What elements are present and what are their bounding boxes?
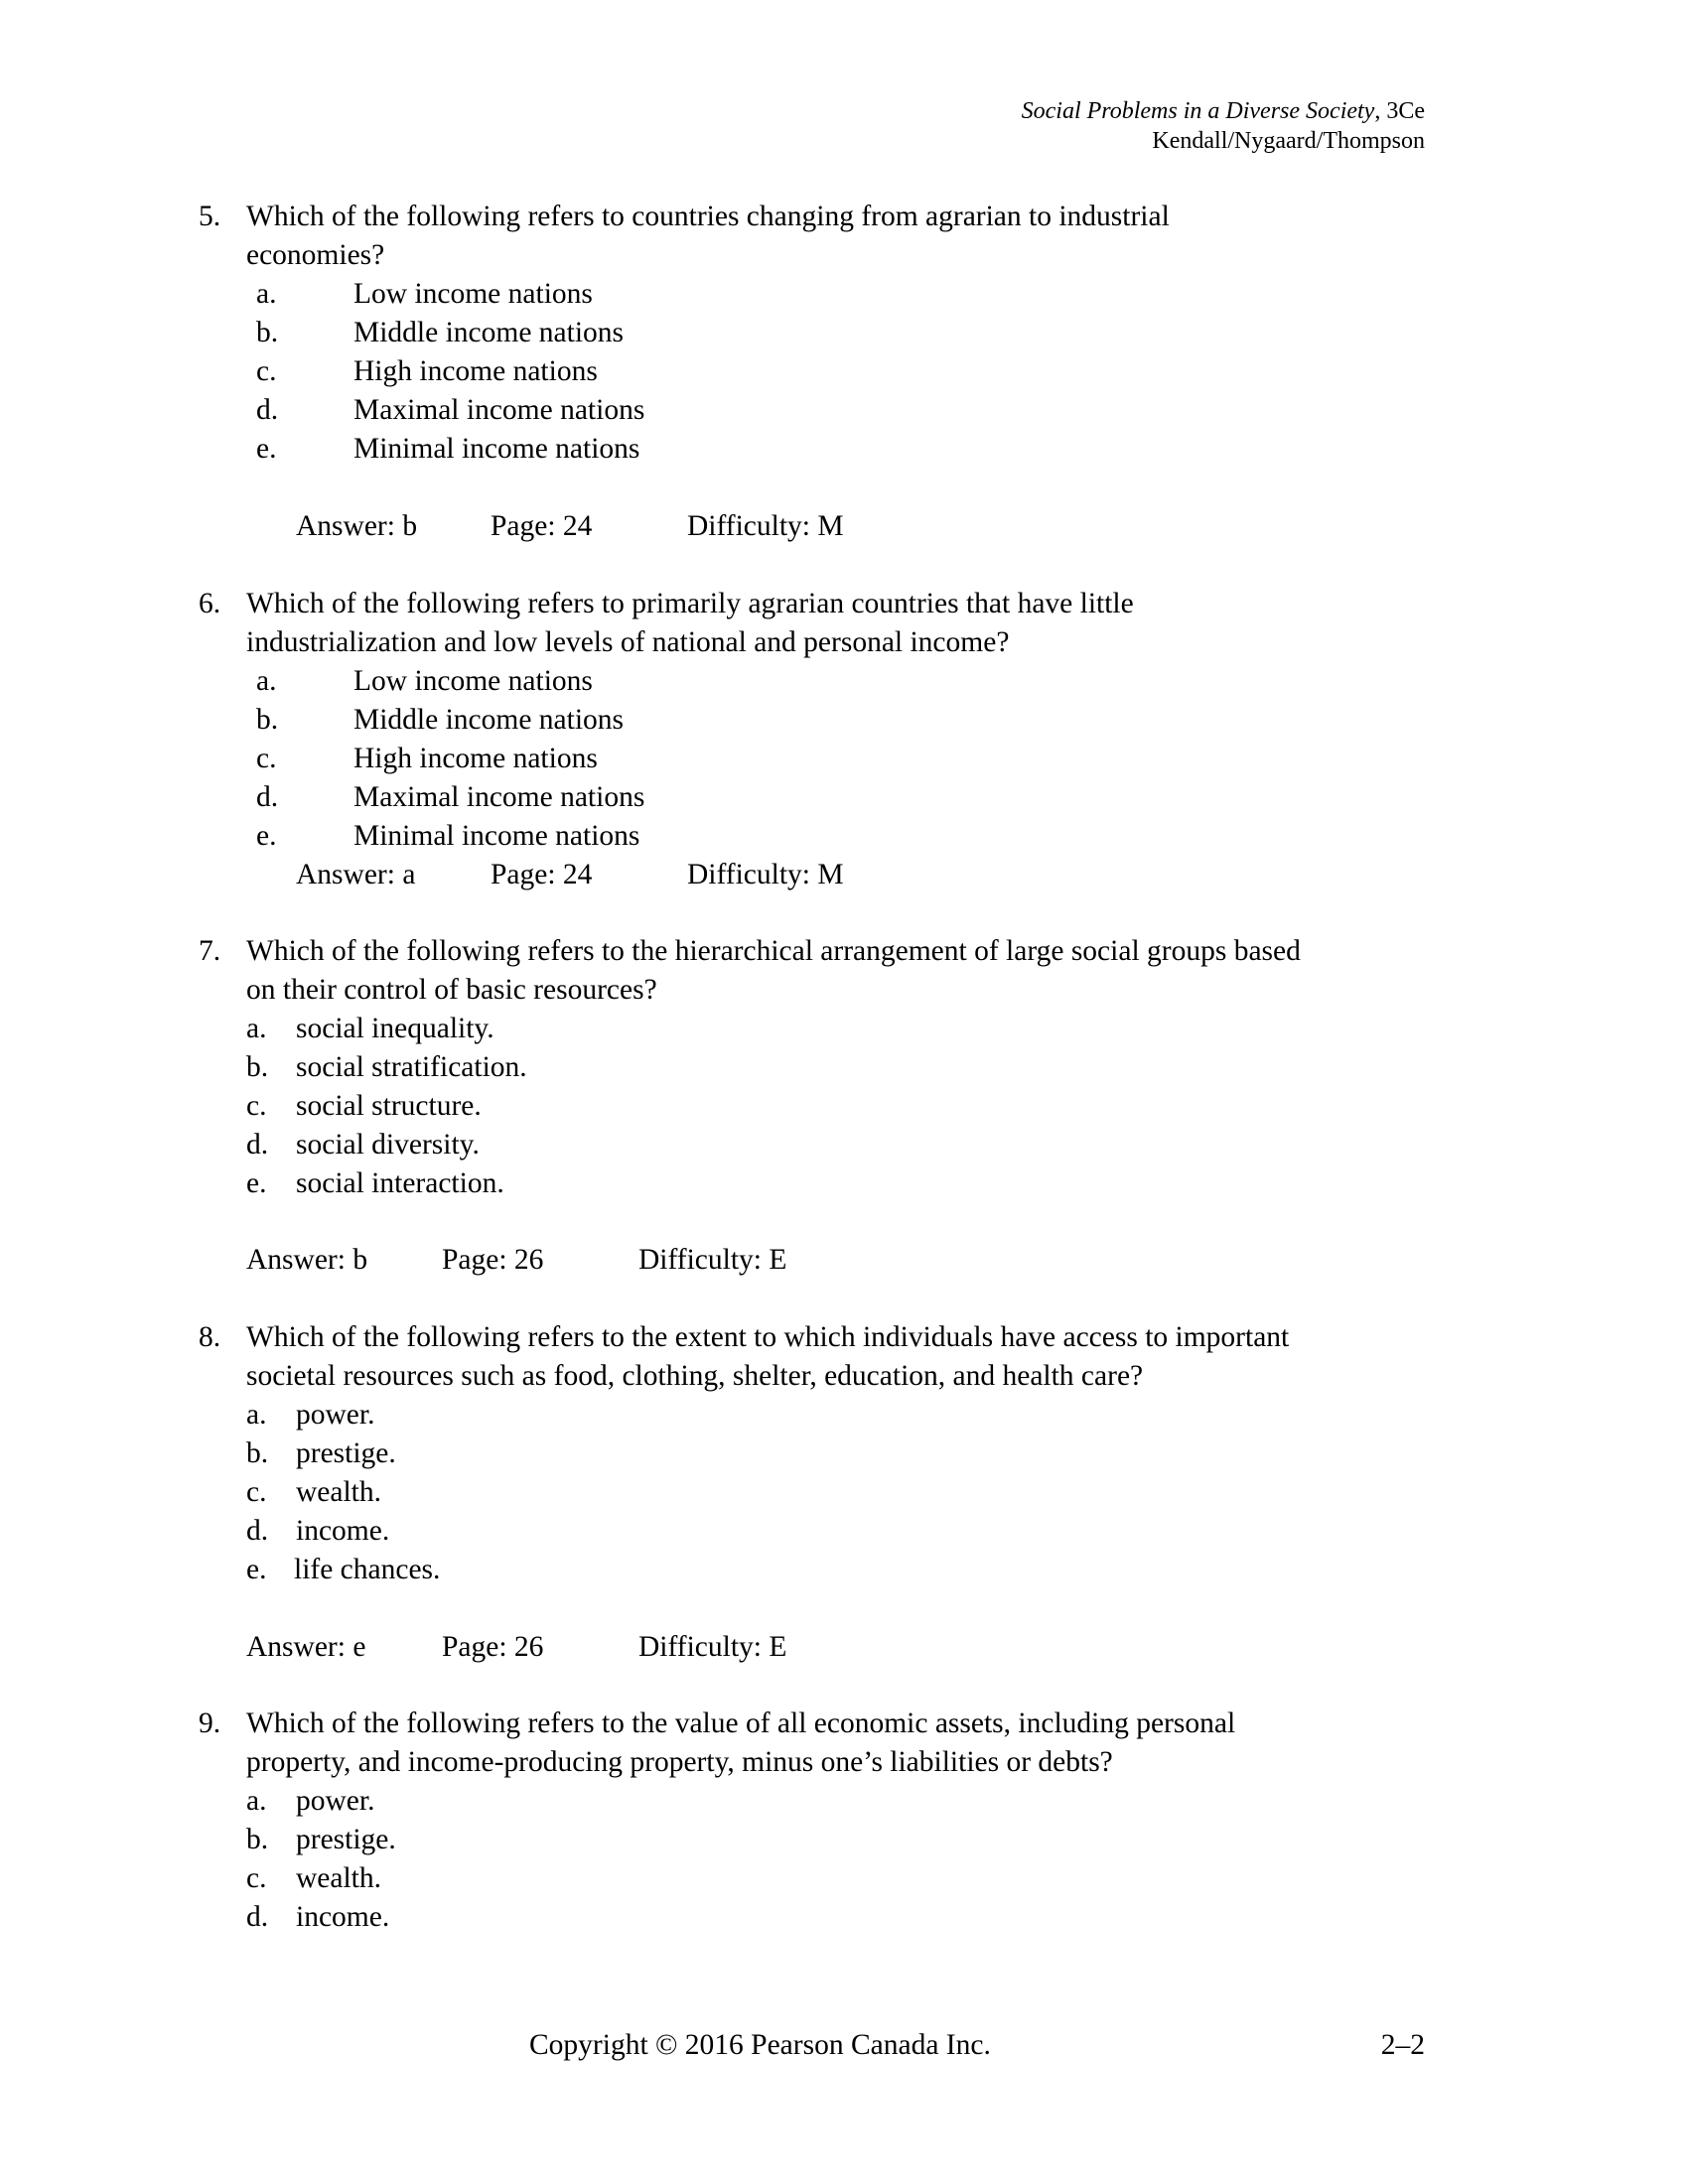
option-letter: a.	[256, 665, 277, 697]
option-text: Middle income nations	[353, 704, 625, 736]
option-letter: b.	[246, 1051, 269, 1083]
option-letter: e.	[246, 1167, 267, 1199]
option-text: power.	[296, 1785, 375, 1817]
option-text: wealth.	[296, 1862, 382, 1894]
option-letter: d.	[246, 1129, 269, 1160]
option-letter: e.	[256, 433, 277, 465]
option-text: Minimal income nations	[353, 433, 640, 465]
option-letter: c.	[246, 1862, 267, 1894]
option-letter: b.	[246, 1824, 269, 1855]
option-text: power.	[296, 1399, 375, 1431]
page-label: Page: 26	[442, 1631, 544, 1663]
option-text: High income nations	[353, 355, 598, 387]
option-letter: b.	[246, 1437, 269, 1469]
option-text: income.	[296, 1901, 390, 1933]
answer-label: Answer: e	[246, 1631, 366, 1663]
option-letter: e.	[256, 820, 277, 852]
option-text: Low income nations	[353, 278, 593, 310]
question-text-line: societal resources such as food, clothing, shelter, education, and health care?	[246, 1360, 1144, 1392]
option-text: Middle income nations	[353, 317, 625, 348]
option-letter: d.	[256, 781, 279, 813]
answer-label: Answer: b	[296, 510, 418, 542]
option-text: High income nations	[353, 743, 598, 774]
option-letter: a.	[246, 1013, 267, 1044]
option-letter: d.	[256, 394, 279, 426]
question-text-line: Which of the following refers to the value of all economic assets, including personal	[246, 1707, 1236, 1739]
option-text: prestige.	[296, 1824, 396, 1855]
option-text: social inequality.	[296, 1013, 494, 1044]
question-number: 5.	[199, 201, 221, 232]
option-letter: c.	[256, 743, 277, 774]
option-letter: d.	[246, 1515, 269, 1547]
answer-label: Answer: a	[296, 859, 416, 890]
book-title: Social Problems in a Diverse Society	[1021, 98, 1375, 124]
page-number: 2–2	[1380, 2029, 1425, 2061]
option-letter: a.	[246, 1399, 267, 1431]
question-text-line: Which of the following refers to the hierarchical arrangement of large social groups based	[246, 935, 1301, 967]
page-label: Page: 24	[491, 510, 593, 542]
option-letter: a.	[256, 278, 277, 310]
difficulty-label: Difficulty: M	[687, 859, 844, 890]
option-text: life chances.	[294, 1554, 441, 1585]
page-label: Page: 24	[491, 859, 593, 890]
question-text-line: on their control of basic resources?	[246, 974, 657, 1006]
option-letter: c.	[246, 1090, 267, 1122]
option-text: Maximal income nations	[353, 394, 645, 426]
option-text: social structure.	[296, 1090, 482, 1122]
answer-label: Answer: b	[246, 1244, 368, 1276]
difficulty-label: Difficulty: E	[638, 1244, 787, 1276]
option-letter: e.	[246, 1554, 267, 1585]
edition: , 3Ce	[1374, 98, 1425, 124]
question-number: 6.	[199, 588, 221, 619]
option-letter: c.	[256, 355, 277, 387]
option-text: Minimal income nations	[353, 820, 640, 852]
option-text: social diversity.	[296, 1129, 480, 1160]
option-letter: d.	[246, 1901, 269, 1933]
option-text: social interaction.	[296, 1167, 504, 1199]
difficulty-label: Difficulty: M	[687, 510, 844, 542]
question-text-line: Which of the following refers to countries changing from agrarian to industrial	[246, 201, 1170, 232]
option-text: prestige.	[296, 1437, 396, 1469]
option-text: social stratification.	[296, 1051, 527, 1083]
option-text: Maximal income nations	[353, 781, 645, 813]
option-text: income.	[296, 1515, 390, 1547]
question-text-line: property, and income-producing property, minus one’s liabilities or debts?	[246, 1746, 1113, 1778]
running-header-authors: Kendall/Nygaard/Thompson	[1152, 128, 1425, 154]
running-header-title	[1022, 96, 1425, 126]
question-number: 9.	[199, 1707, 221, 1739]
option-letter: b.	[256, 704, 279, 736]
option-text: wealth.	[296, 1476, 382, 1508]
option-letter: a.	[246, 1785, 267, 1817]
question-number: 7.	[199, 935, 221, 967]
option-letter: b.	[256, 317, 279, 348]
question-text-line: Which of the following refers to primarily agrarian countries that have little	[246, 588, 1134, 619]
option-text: Low income nations	[353, 665, 593, 697]
question-text-line: economies?	[246, 239, 385, 271]
copyright-footer: Copyright © 2016 Pearson Canada Inc.	[529, 2029, 991, 2061]
question-text-line: industrialization and low levels of national and personal income?	[246, 626, 1010, 658]
page-label: Page: 26	[442, 1244, 544, 1276]
question-number: 8.	[199, 1321, 221, 1353]
option-letter: c.	[246, 1476, 267, 1508]
difficulty-label: Difficulty: E	[638, 1631, 787, 1663]
question-text-line: Which of the following refers to the extent to which individuals have access to important	[246, 1321, 1290, 1353]
